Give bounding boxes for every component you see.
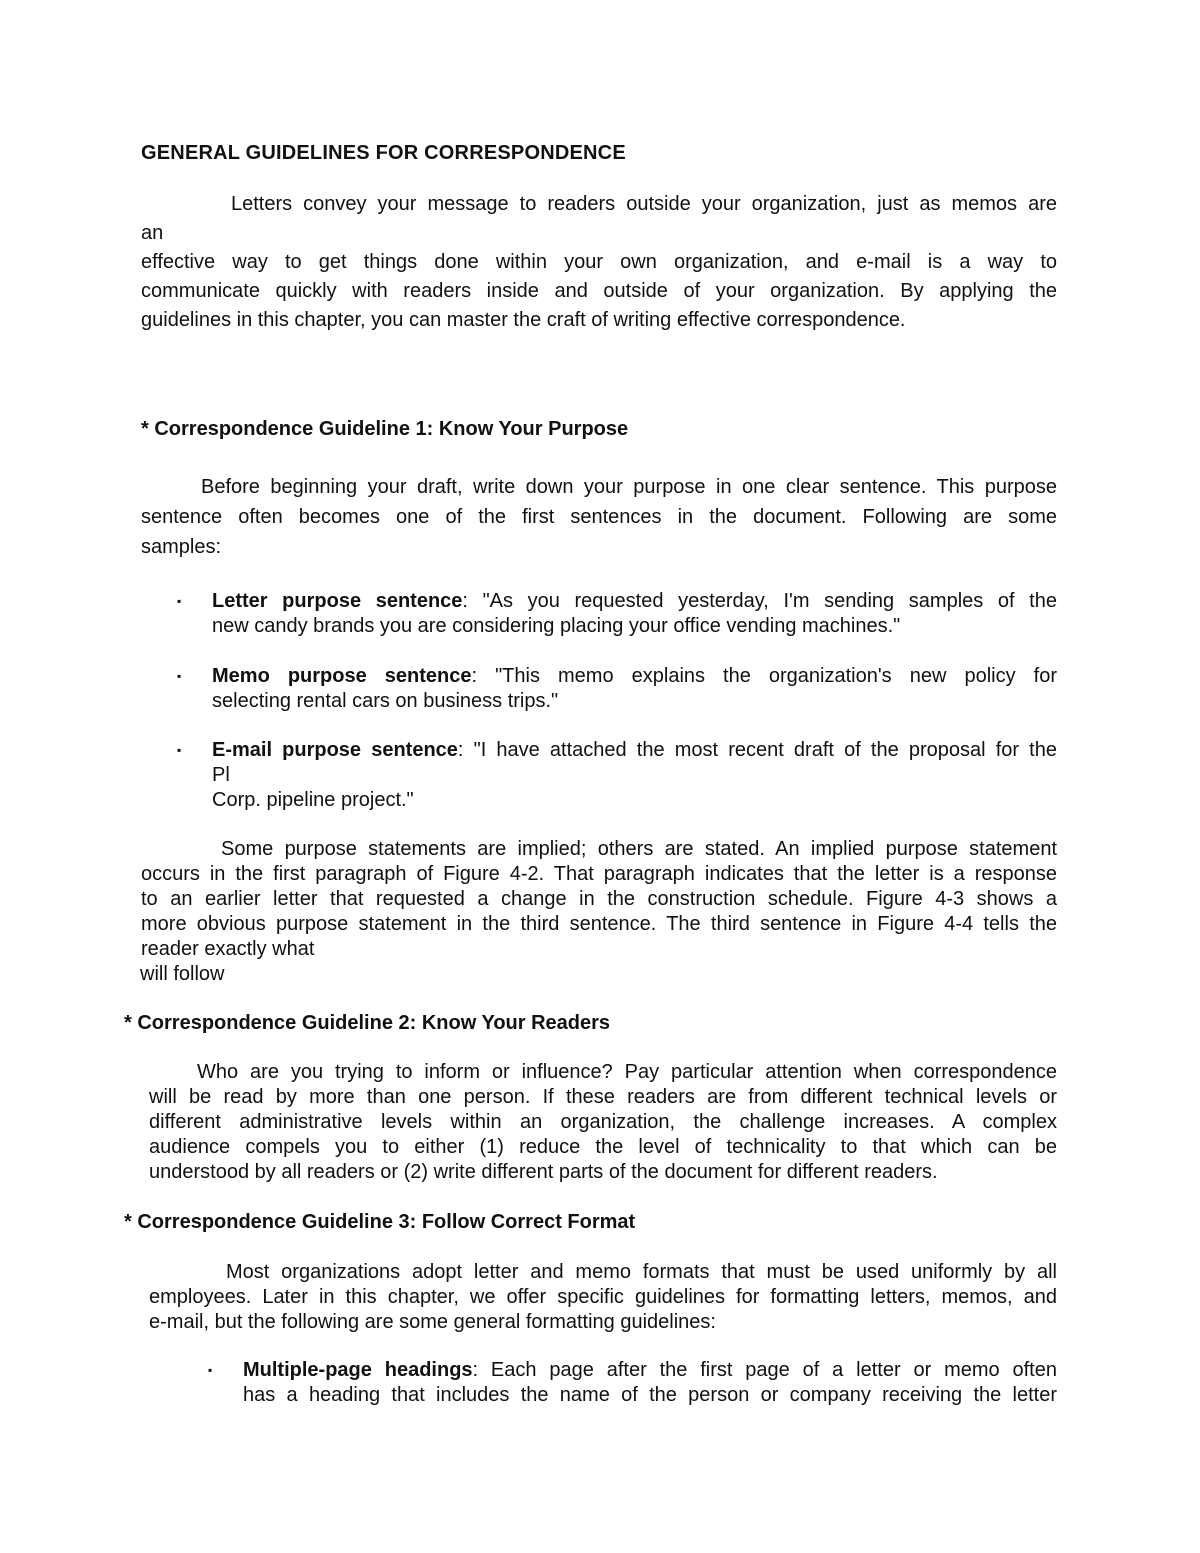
g2-para-line-3: different administrative levels within an organization, the challenge increases. A complex bbox=[149, 1111, 1057, 1133]
g2-para-line-2: will be read by more than one person. If these readers are from different technical levels or bbox=[149, 1086, 1057, 1108]
bullet-email-label: E-mail purpose sentence bbox=[212, 739, 458, 761]
g1-para-line-2: sentence often becomes one of the first sentences in the document. Following are some bbox=[141, 506, 1057, 528]
g1-para2-line-4: more obvious purpose statement in the third sentence. The third sentence in Figure 4-4 tells the bbox=[141, 913, 1057, 935]
guideline-1-paragraph bbox=[141, 472, 1057, 562]
g3-para-line-3: e-mail, but the following are some general formatting guidelines: bbox=[149, 1311, 716, 1333]
bullet-letter-line-1 bbox=[212, 589, 1057, 614]
bullet-memo-purpose bbox=[177, 664, 1057, 714]
guideline-2-heading: * Correspondence Guideline 2: Know Your Readers bbox=[124, 1012, 611, 1034]
bullet-email-line-1 bbox=[212, 738, 1057, 763]
bullet-letter-line-2: new candy brands you are considering placing your office vending machines." bbox=[212, 615, 901, 637]
g1-para2-line-6: will follow bbox=[140, 963, 225, 985]
bullet-email-line-3: Corp. pipeline project." bbox=[212, 789, 414, 811]
g1-para-line-3: samples: bbox=[141, 536, 222, 558]
bullet-memo-line-2: selecting rental cars on business trips." bbox=[212, 690, 559, 712]
intro-line-3: effective way to get things done within your own organization, and e-mail is a way to bbox=[141, 251, 1057, 273]
guideline-3-paragraph bbox=[149, 1260, 1057, 1335]
g1-para-line-1: Before beginning your draft, write down your purpose in one clear sentence. This purpose bbox=[201, 476, 1057, 498]
g1-para2-line-5: reader exactly what bbox=[141, 938, 315, 960]
g1-para2-line-3: to an earlier letter that requested a change in the construction schedule. Figure 4-3 shows a bbox=[141, 888, 1057, 910]
g1-para2-line-2: occurs in the first paragraph of Figure 4-2. That paragraph indicates that the letter is a response bbox=[141, 863, 1057, 885]
bullet-letter-purpose bbox=[177, 589, 1057, 639]
intro-line-1: Letters convey your message to readers outside your organization, just as memos are bbox=[231, 193, 1057, 215]
bullet-headings-line-2: has a heading that includes the name of the person or company receiving the letter bbox=[243, 1384, 1057, 1406]
bullet-headings-label: Multiple-page headings bbox=[243, 1359, 473, 1381]
g3-para-line-2: employees. Later in this chapter, we offer specific guidelines for formatting letters, memos, and bbox=[149, 1286, 1057, 1308]
bullet-email-purpose bbox=[177, 738, 1057, 813]
guideline-2-paragraph bbox=[149, 1060, 1057, 1185]
bullet-email-line-2: Pl bbox=[212, 764, 230, 786]
bullet-memo-line-1 bbox=[212, 664, 1057, 689]
bullet-headings-text: : Each page after the first page of a letter or memo often bbox=[472, 1359, 1057, 1381]
document-title: GENERAL GUIDELINES FOR CORRESPONDENCE bbox=[141, 142, 626, 164]
bullet-square-icon: ▪ bbox=[177, 594, 182, 608]
bullet-email-text: : "I have attached the most recent draft of the proposal for the bbox=[457, 739, 1057, 761]
bullet-square-icon: ▪ bbox=[177, 669, 182, 683]
bullet-square-icon: ▪ bbox=[208, 1363, 213, 1377]
g2-para-line-1: Who are you trying to inform or influence? Pay particular attention when correspondence bbox=[197, 1061, 1057, 1083]
intro-line-4: communicate quickly with readers inside and outside of your organization. By applying the bbox=[141, 280, 1057, 302]
bullet-headings-line-1 bbox=[243, 1358, 1057, 1383]
bullet-square-icon: ▪ bbox=[177, 743, 182, 757]
bullet-letter-label: Letter purpose sentence bbox=[212, 590, 463, 612]
bullet-multiple-page-headings bbox=[208, 1358, 1057, 1408]
guideline-1-paragraph-2 bbox=[141, 837, 1057, 987]
guideline-1-heading: * Correspondence Guideline 1: Know Your Purpose bbox=[141, 418, 629, 440]
intro-line-5: guidelines in this chapter, you can master the craft of writing effective correspondence. bbox=[141, 309, 906, 331]
guideline-3-heading: * Correspondence Guideline 3: Follow Correct Format bbox=[124, 1211, 636, 1233]
intro-paragraph bbox=[141, 190, 1057, 335]
bullet-memo-text: : "This memo explains the organization's new policy for bbox=[471, 665, 1057, 687]
g2-para-line-4: audience compels you to either (1) reduce the level of technicality to that which can be bbox=[149, 1136, 1057, 1158]
g2-para-line-5: understood by all readers or (2) write different parts of the document for different readers. bbox=[149, 1161, 938, 1183]
bullet-memo-label: Memo purpose sentence bbox=[212, 665, 472, 687]
bullet-letter-text: : "As you requested yesterday, I'm sending samples of the bbox=[462, 590, 1057, 612]
g1-para2-line-1: Some purpose statements are implied; others are stated. An implied purpose statement bbox=[221, 838, 1057, 860]
intro-line-2: an bbox=[141, 222, 164, 244]
g3-para-line-1: Most organizations adopt letter and memo formats that must be used uniformly by all bbox=[226, 1261, 1057, 1283]
